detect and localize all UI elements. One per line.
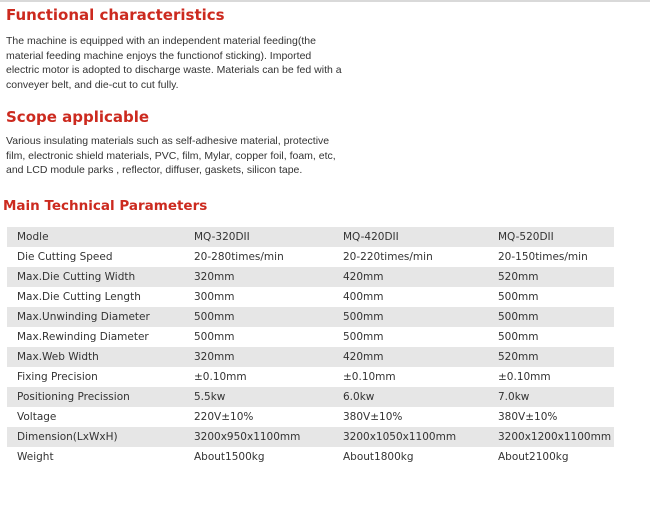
parameter-label: Dimension(LxWxH) bbox=[7, 427, 184, 447]
parameter-value: About1500kg bbox=[194, 451, 265, 463]
parameter-value: ±0.10mm bbox=[498, 371, 551, 383]
parameter-value: 380V±10% bbox=[343, 411, 403, 423]
parameter-value: About2100kg bbox=[498, 451, 569, 463]
parameter-value: About1800kg bbox=[343, 451, 414, 463]
table-row bbox=[7, 367, 614, 387]
parameter-value: 3200x1050x1100mm bbox=[333, 427, 488, 447]
parameter-value: 320mm bbox=[184, 267, 333, 287]
parameter-label: Max.Rewinding Diameter bbox=[17, 331, 149, 343]
parameter-value: 520mm bbox=[488, 347, 614, 367]
parameter-value: 500mm bbox=[194, 331, 235, 343]
parameter-value: 400mm bbox=[343, 291, 384, 303]
parameter-label: Voltage bbox=[17, 411, 57, 423]
parameter-value: 380V±10% bbox=[498, 411, 558, 423]
parameter-value: 420mm bbox=[333, 267, 488, 287]
parameter-value: 5.5kw bbox=[184, 387, 333, 407]
parameter-value: 300mm bbox=[194, 291, 235, 303]
parameter-value: 500mm bbox=[498, 291, 539, 303]
table-row bbox=[7, 247, 614, 267]
parameter-value: 20-280times/min bbox=[194, 251, 284, 263]
parameter-value: 20-220times/min bbox=[343, 251, 433, 263]
parameter-value: ±0.10mm bbox=[194, 371, 247, 383]
functional-line: electric motor is adopted to discharge waste. Materials can be fed with a bbox=[6, 64, 342, 76]
table-row bbox=[7, 407, 614, 427]
parameter-label: Max.Die Cutting Width bbox=[7, 267, 184, 287]
table-row bbox=[7, 267, 614, 287]
parameter-value: 500mm bbox=[488, 307, 614, 327]
parameter-label: Positioning Precission bbox=[7, 387, 184, 407]
parameter-value: 500mm bbox=[498, 331, 539, 343]
table-row bbox=[7, 227, 614, 247]
parameter-value: 7.0kw bbox=[488, 387, 614, 407]
parameter-value: 6.0kw bbox=[333, 387, 488, 407]
parameter-label: Modle bbox=[7, 227, 184, 247]
parameters-title: Main Technical Parameters bbox=[3, 198, 208, 214]
parameter-value: ±0.10mm bbox=[343, 371, 396, 383]
parameter-value: 500mm bbox=[333, 307, 488, 327]
table-row bbox=[7, 427, 614, 447]
parameter-value: 220V±10% bbox=[194, 411, 254, 423]
parameter-value: MQ-420DII bbox=[333, 227, 488, 247]
scope-line: Various insulating materials such as self-adhesive material, protective bbox=[6, 135, 330, 147]
parameter-value: 500mm bbox=[184, 307, 333, 327]
parameters-table bbox=[7, 227, 614, 467]
parameter-value: 420mm bbox=[333, 347, 488, 367]
functional-title: Functional characteristics bbox=[6, 6, 225, 24]
functional-line: material feeding machine enjoys the functionof sticking). Imported bbox=[6, 49, 312, 62]
parameter-value: 320mm bbox=[184, 347, 333, 367]
parameter-label: Die Cutting Speed bbox=[17, 251, 113, 263]
scope-title: Scope applicable bbox=[6, 108, 150, 126]
parameter-value: MQ-520DII bbox=[488, 227, 614, 247]
parameter-label: Weight bbox=[17, 451, 54, 463]
table-row bbox=[7, 447, 614, 467]
parameter-value: MQ-320DII bbox=[184, 227, 333, 247]
functional-line: The machine is equipped with an independent material feeding(the bbox=[6, 35, 316, 47]
scope-line: and LCD module parks , reflector, diffuser, gaskets, silicon tape. bbox=[6, 164, 303, 176]
parameter-label: Max.Unwinding Diameter bbox=[7, 307, 184, 327]
table-row bbox=[7, 287, 614, 307]
table-row bbox=[7, 327, 614, 347]
table-row bbox=[7, 347, 614, 367]
functional-text bbox=[6, 34, 366, 92]
parameter-value: 3200x950x1100mm bbox=[184, 427, 333, 447]
parameter-value: 20-150times/min bbox=[498, 251, 588, 263]
parameter-value: 500mm bbox=[343, 331, 384, 343]
parameter-value: 3200x1200x1100mm bbox=[488, 427, 614, 447]
parameter-label: Max.Die Cutting Length bbox=[17, 291, 141, 303]
parameter-label: Fixing Precision bbox=[17, 371, 98, 383]
scope-line: film, electronic shield materials, PVC, film, Mylar, copper foil, foam, etc, bbox=[6, 149, 336, 162]
parameter-value: 520mm bbox=[488, 267, 614, 287]
table-row bbox=[7, 307, 614, 327]
functional-line: conveyer belt, and die-cut to cut fully. bbox=[6, 78, 179, 91]
table-row bbox=[7, 387, 614, 407]
top-divider bbox=[0, 0, 650, 2]
scope-text bbox=[6, 134, 366, 178]
parameter-label: Max.Web Width bbox=[7, 347, 184, 367]
